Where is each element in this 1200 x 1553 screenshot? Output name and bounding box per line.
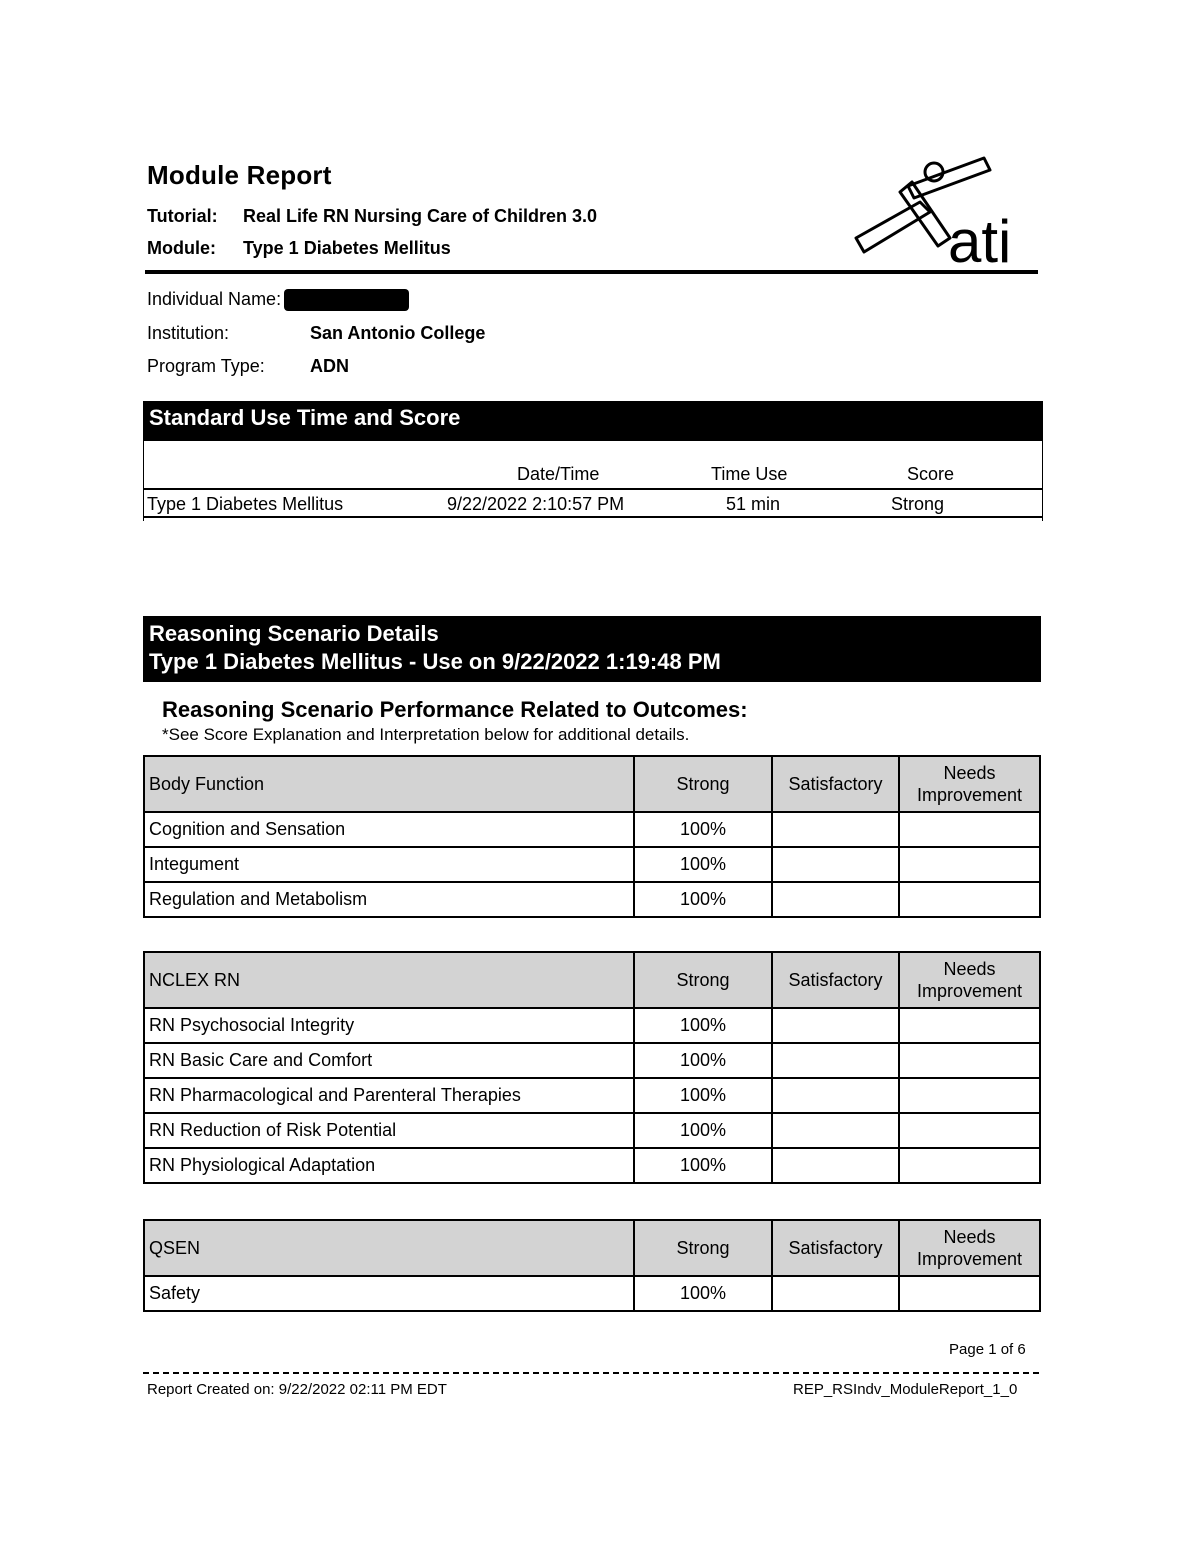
row-strong: 100% (634, 1148, 772, 1183)
individual-name-row (147, 289, 409, 311)
row-strong: 100% (634, 847, 772, 882)
header-needs-improvement: Needs Improvement (899, 756, 1040, 812)
tutorial-label: Tutorial: (147, 206, 218, 226)
row-needs-improvement (899, 1008, 1040, 1043)
row-label: RN Psychosocial Integrity (144, 1008, 634, 1043)
row-label: RN Reduction of Risk Potential (144, 1113, 634, 1148)
report-code: REP_RSIndv_ModuleReport_1_0 (793, 1381, 1018, 1398)
module-row (147, 238, 451, 259)
standard-use-datetime: 9/22/2022 2:10:57 PM (447, 494, 625, 514)
header-strong: Strong (634, 756, 772, 812)
col-header-score: Score (907, 464, 955, 484)
body-function-table (143, 755, 1041, 918)
standard-use-module: Type 1 Diabetes Mellitus (147, 494, 344, 514)
row-satisfactory (772, 812, 899, 847)
table-row (144, 1113, 1040, 1148)
row-needs-improvement (899, 1276, 1040, 1311)
row-strong: 100% (634, 812, 772, 847)
header-category: QSEN (144, 1220, 634, 1276)
row-needs-improvement (899, 882, 1040, 917)
row-label: Safety (144, 1276, 634, 1311)
row-needs-improvement (899, 847, 1040, 882)
module-value: Type 1 Diabetes Mellitus (243, 238, 451, 258)
row-satisfactory (772, 1148, 899, 1183)
program-type-label: Program Type: (147, 356, 265, 376)
row-needs-improvement (899, 1113, 1040, 1148)
table-row (144, 882, 1040, 917)
row-needs-improvement (899, 1043, 1040, 1078)
standard-use-heading: Standard Use Time and Score (143, 401, 1043, 441)
table-row (144, 1276, 1040, 1311)
header-satisfactory: Satisfactory (772, 756, 899, 812)
institution-row (147, 323, 485, 344)
row-strong: 100% (634, 1113, 772, 1148)
header-category: NCLEX RN (144, 952, 634, 1008)
row-satisfactory (772, 1078, 899, 1113)
header-needs-improvement: Needs Improvement (899, 1220, 1040, 1276)
redacted-name (284, 289, 409, 311)
nclex-rn-table (143, 951, 1041, 1184)
row-needs-improvement (899, 812, 1040, 847)
row-label: Cognition and Sensation (144, 812, 634, 847)
row-strong: 100% (634, 1078, 772, 1113)
row-strong: 100% (634, 1043, 772, 1078)
tutorial-row (147, 206, 597, 227)
row-satisfactory (772, 1043, 899, 1078)
scenario-heading (143, 616, 1041, 682)
performance-title: Reasoning Scenario Performance Related to Outcomes: (162, 697, 748, 722)
logo-leg-band (856, 202, 930, 252)
row-satisfactory (772, 1276, 899, 1311)
table-row (144, 812, 1040, 847)
row-needs-improvement (899, 1078, 1040, 1113)
page-number: Page 1 of 6 (949, 1341, 1026, 1358)
performance-note: *See Score Explanation and Interpretation below for additional details. (162, 725, 690, 744)
tutorial-value: Real Life RN Nursing Care of Children 3.0 (243, 206, 598, 226)
header-category: Body Function (144, 756, 634, 812)
row-needs-improvement (899, 1148, 1040, 1183)
table-header-row (144, 952, 1040, 1008)
institution-label: Institution: (147, 323, 230, 343)
report-created: Report Created on: 9/22/2022 02:11 PM EDT (147, 1381, 447, 1398)
row-strong: 100% (634, 1276, 772, 1311)
row-satisfactory (772, 1008, 899, 1043)
footer-divider (143, 1372, 1039, 1374)
row-label: Integument (144, 847, 634, 882)
table-row (144, 1078, 1040, 1113)
row-satisfactory (772, 847, 899, 882)
row-strong: 100% (634, 1008, 772, 1043)
institution-value: San Antonio College (310, 323, 486, 343)
standard-use-header-line (143, 488, 1043, 490)
row-label: RN Physiological Adaptation (144, 1148, 634, 1183)
report-title: Module Report (147, 160, 332, 190)
program-type-value: ADN (310, 356, 349, 376)
logo-text: ati (948, 208, 1012, 268)
individual-name-label: Individual Name: (147, 289, 282, 309)
col-header-time-use: Time Use (711, 464, 788, 484)
row-label: Regulation and Metabolism (144, 882, 634, 917)
qsen-table (143, 1219, 1041, 1312)
table-header-row (144, 1220, 1040, 1276)
table-row (144, 1008, 1040, 1043)
header-satisfactory: Satisfactory (772, 952, 899, 1008)
table-header-row (144, 756, 1040, 812)
header-needs-improvement: Needs Improvement (899, 952, 1040, 1008)
row-satisfactory (772, 882, 899, 917)
table-row (144, 1148, 1040, 1183)
standard-use-score: Strong (891, 494, 945, 514)
row-strong: 100% (634, 882, 772, 917)
standard-use-time: 51 min (726, 494, 781, 514)
scenario-heading-line1: Reasoning Scenario Details (149, 621, 439, 646)
row-label: RN Basic Care and Comfort (144, 1043, 634, 1078)
row-label: RN Pharmacological and Parenteral Therapies (144, 1078, 634, 1113)
ati-logo (850, 152, 1040, 268)
module-label: Module: (147, 238, 216, 258)
program-type-row (147, 356, 349, 377)
scenario-heading-line2: Type 1 Diabetes Mellitus - Use on 9/22/2022 1:19:48 PM (149, 649, 721, 674)
table-row (144, 1043, 1040, 1078)
standard-use-bottom-line (143, 516, 1043, 518)
header-satisfactory: Satisfactory (772, 1220, 899, 1276)
table-row (144, 847, 1040, 882)
header-strong: Strong (634, 1220, 772, 1276)
header-strong: Strong (634, 952, 772, 1008)
row-satisfactory (772, 1113, 899, 1148)
header-rule (145, 270, 1038, 274)
col-header-datetime: Date/Time (517, 464, 600, 484)
